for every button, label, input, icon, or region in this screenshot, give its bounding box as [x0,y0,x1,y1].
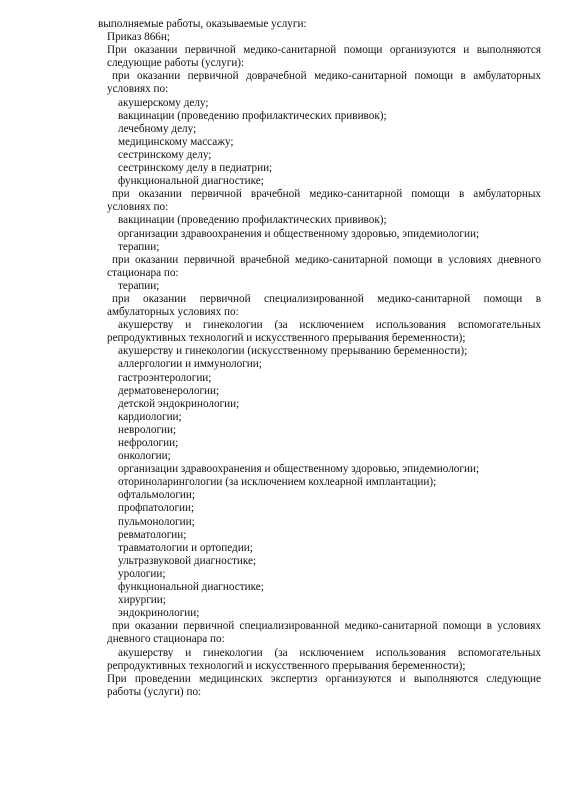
document-text-line: детской эндокринологии; [118,397,240,410]
document-text-line: вакцинации (проведению профилактических прививок); [118,109,387,122]
document-text-line: ультразвуковой диагностике; [118,554,257,567]
document-text-line: условиях по: [107,201,169,214]
document-text-line: репродуктивных технологий и искусственного прерывания беременности); [107,659,466,672]
document-text-line: сестринскому делу в педиатрии; [118,162,273,175]
document-text-line: стационара по: [107,266,179,279]
document-text-line: при оказании первичной врачебной медико-санитарной помощи в условиях дневного [112,253,541,266]
document-text-line: дневного стационара по: [107,633,225,646]
document-text-line: травматологии и ортопедии; [118,541,253,554]
document-text-line: неврологии; [118,423,177,436]
document-text-line: кардиологии; [118,410,182,423]
document-text-line: акушерскому делу; [118,96,209,109]
document-text-line: следующие работы (услуги): [107,57,245,70]
document-text-line: акушерству и гинекологии (искусственному прерыванию беременности); [118,345,468,358]
document-text-line: акушерству и гинекологии (за исключением использования вспомогательных [118,646,541,659]
document-text-line: организации здравоохранения и общественному здоровью, эпидемиологии; [118,227,480,240]
document-text-line: аллергологии и иммунологии; [118,358,262,371]
document-text-line: сестринскому делу; [118,148,212,161]
document-text-line: гастроэнтерологии; [118,371,212,384]
document-text-line: нефрологии; [118,437,179,449]
document-text-line: При проведении медицинских экспертиз организуются и выполняются следующие [107,672,541,685]
document-text-line: Приказ 866н; [107,31,170,44]
document-text-line: оториноларингологии (за исключением кохлеарной имплантации); [118,476,437,489]
document-text-line: медицинскому массажу; [118,135,234,148]
document-text-line: При оказании первичной медико-санитарной помощи организуются и выполняются [107,44,541,57]
document-text-line: терапии; [118,279,160,292]
document-text-line: лечебному делу; [118,122,197,135]
document-text-line: функциональной диагностике; [118,581,264,594]
document-text-line: урологии; [118,567,166,580]
document-text-line: репродуктивных технологий и искусственного прерывания беременности); [107,332,466,345]
document-text-line: офтальмологии; [118,489,195,502]
document-text-line: пульмонологии; [118,515,195,528]
document-text-line: дерматовенерологии; [118,384,220,397]
document-text-line: при оказании первичной специализированной медико-санитарной помощи в условиях [112,620,541,633]
document-text-line: профпатологии; [118,502,195,515]
document-text-line: онкологии; [118,450,171,463]
document-text-line: амбулаторных условиях по: [107,306,239,319]
document-text-line: организации здравоохранения и общественному здоровью, эпидемиологии; [118,463,480,476]
document-text-line: условиях по: [107,83,169,96]
document-text-line: работы (услуги) по: [107,685,202,698]
document-text-line: при оказании первичной специализированной медико-санитарной помощи в [112,292,541,305]
document-text-line: функциональной диагностике; [118,175,264,188]
document-text-line: выполняемые работы, оказываемые услуги: [98,18,307,30]
document-text-line: хирургии; [118,594,166,607]
document-text-line: при оказании первичной врачебной медико-санитарной помощи в амбулаторных [112,188,541,201]
document-text-line: акушерству и гинекологии (за исключением использования вспомогательных [118,319,541,332]
document-text-line: ревматологии; [118,528,187,541]
document-text-line: вакцинации (проведению профилактических прививок); [118,214,387,227]
document-text-line: при оказании первичной доврачебной медико-санитарной помощи в амбулаторных [112,70,541,83]
document-body [98,18,541,699]
document-text-line: терапии; [118,240,160,253]
document-text-line: эндокринологии; [118,607,200,620]
